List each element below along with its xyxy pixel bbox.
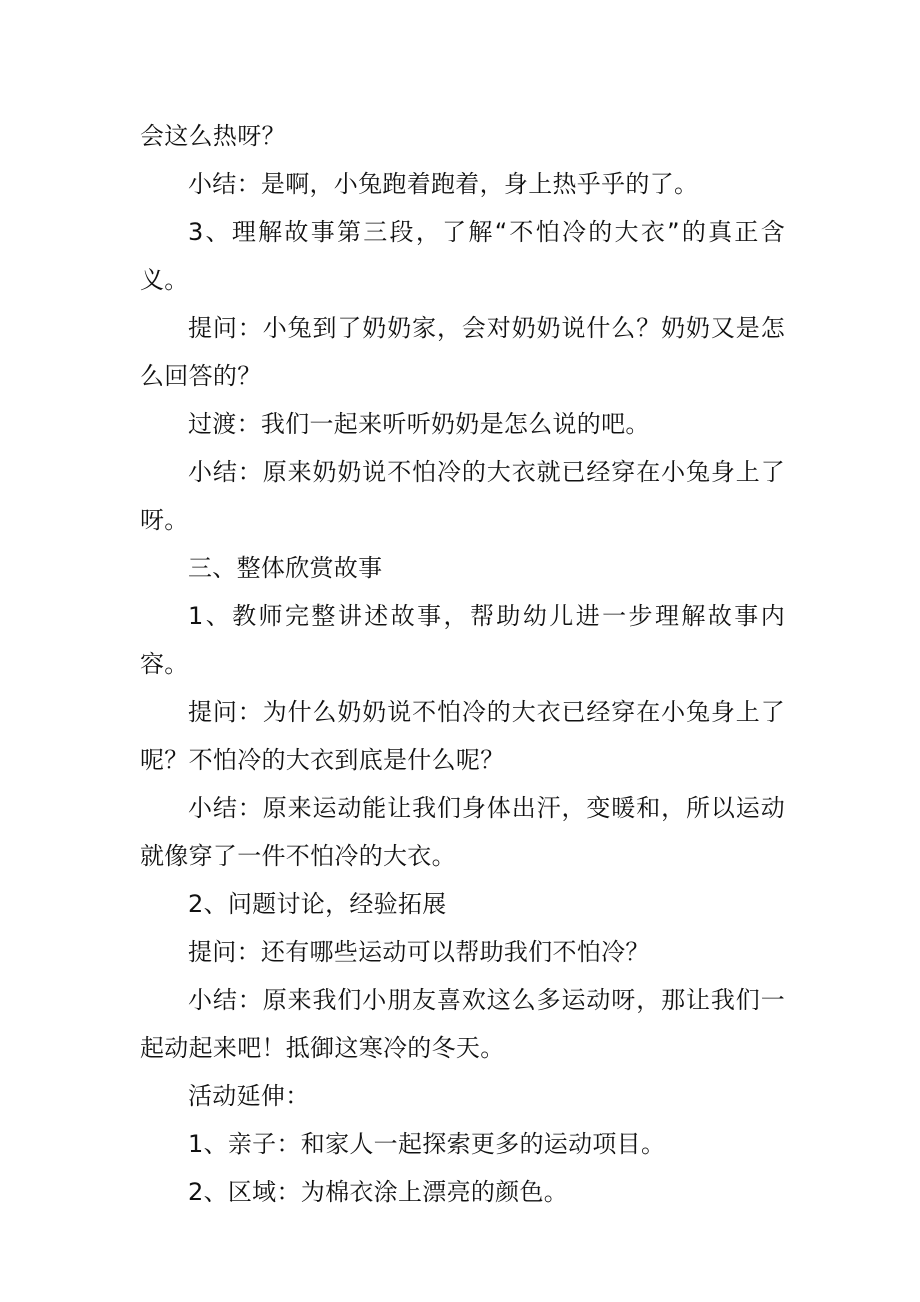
paragraph-5: 过渡：我们一起来听听奶奶是怎么说的吧。 bbox=[188, 410, 650, 438]
section-heading: 三、整体欣赏故事 bbox=[188, 554, 383, 582]
paragraph-4: 提问：小兔到了奶奶家，会对奶奶说什么？奶奶又是怎么回答的？ bbox=[140, 314, 785, 390]
paragraph-14: 活动延伸： bbox=[188, 1082, 310, 1110]
paragraph-2: 小结：是啊，小兔跑着跑着，身上热乎乎的了。 bbox=[188, 170, 699, 198]
paragraph-15: 1、亲子：和家人一起探索更多的运动项目。 bbox=[188, 1130, 666, 1158]
paragraph-1: 会这么热呀？ bbox=[140, 122, 286, 150]
paragraph-3: 3、理解故事第三段，了解“不怕冷的大衣”的真正含义。 bbox=[140, 218, 785, 294]
paragraph-9: 提问：为什么奶奶说不怕冷的大衣已经穿在小兔身上了呢？不怕冷的大衣到底是什么呢？ bbox=[140, 698, 785, 774]
paragraph-10: 小结：原来运动能让我们身体出汗，变暖和，所以运动就像穿了一件不怕冷的大衣。 bbox=[140, 794, 785, 870]
paragraph-16: 2、区域：为棉衣涂上漂亮的颜色。 bbox=[188, 1178, 569, 1206]
document-body bbox=[140, 112, 785, 1216]
paragraph-12: 提问：还有哪些运动可以帮助我们不怕冷？ bbox=[188, 938, 650, 966]
paragraph-8: 1、教师完整讲述故事，帮助幼儿进一步理解故事内容。 bbox=[140, 602, 785, 678]
paragraph-11: 2、问题讨论，经验拓展 bbox=[188, 890, 447, 918]
paragraph-13: 小结：原来我们小朋友喜欢这么多运动呀，那让我们一起动起来吧！抵御这寒冷的冬天。 bbox=[140, 986, 785, 1062]
paragraph-6: 小结：原来奶奶说不怕冷的大衣就已经穿在小兔身上了呀。 bbox=[140, 458, 785, 534]
